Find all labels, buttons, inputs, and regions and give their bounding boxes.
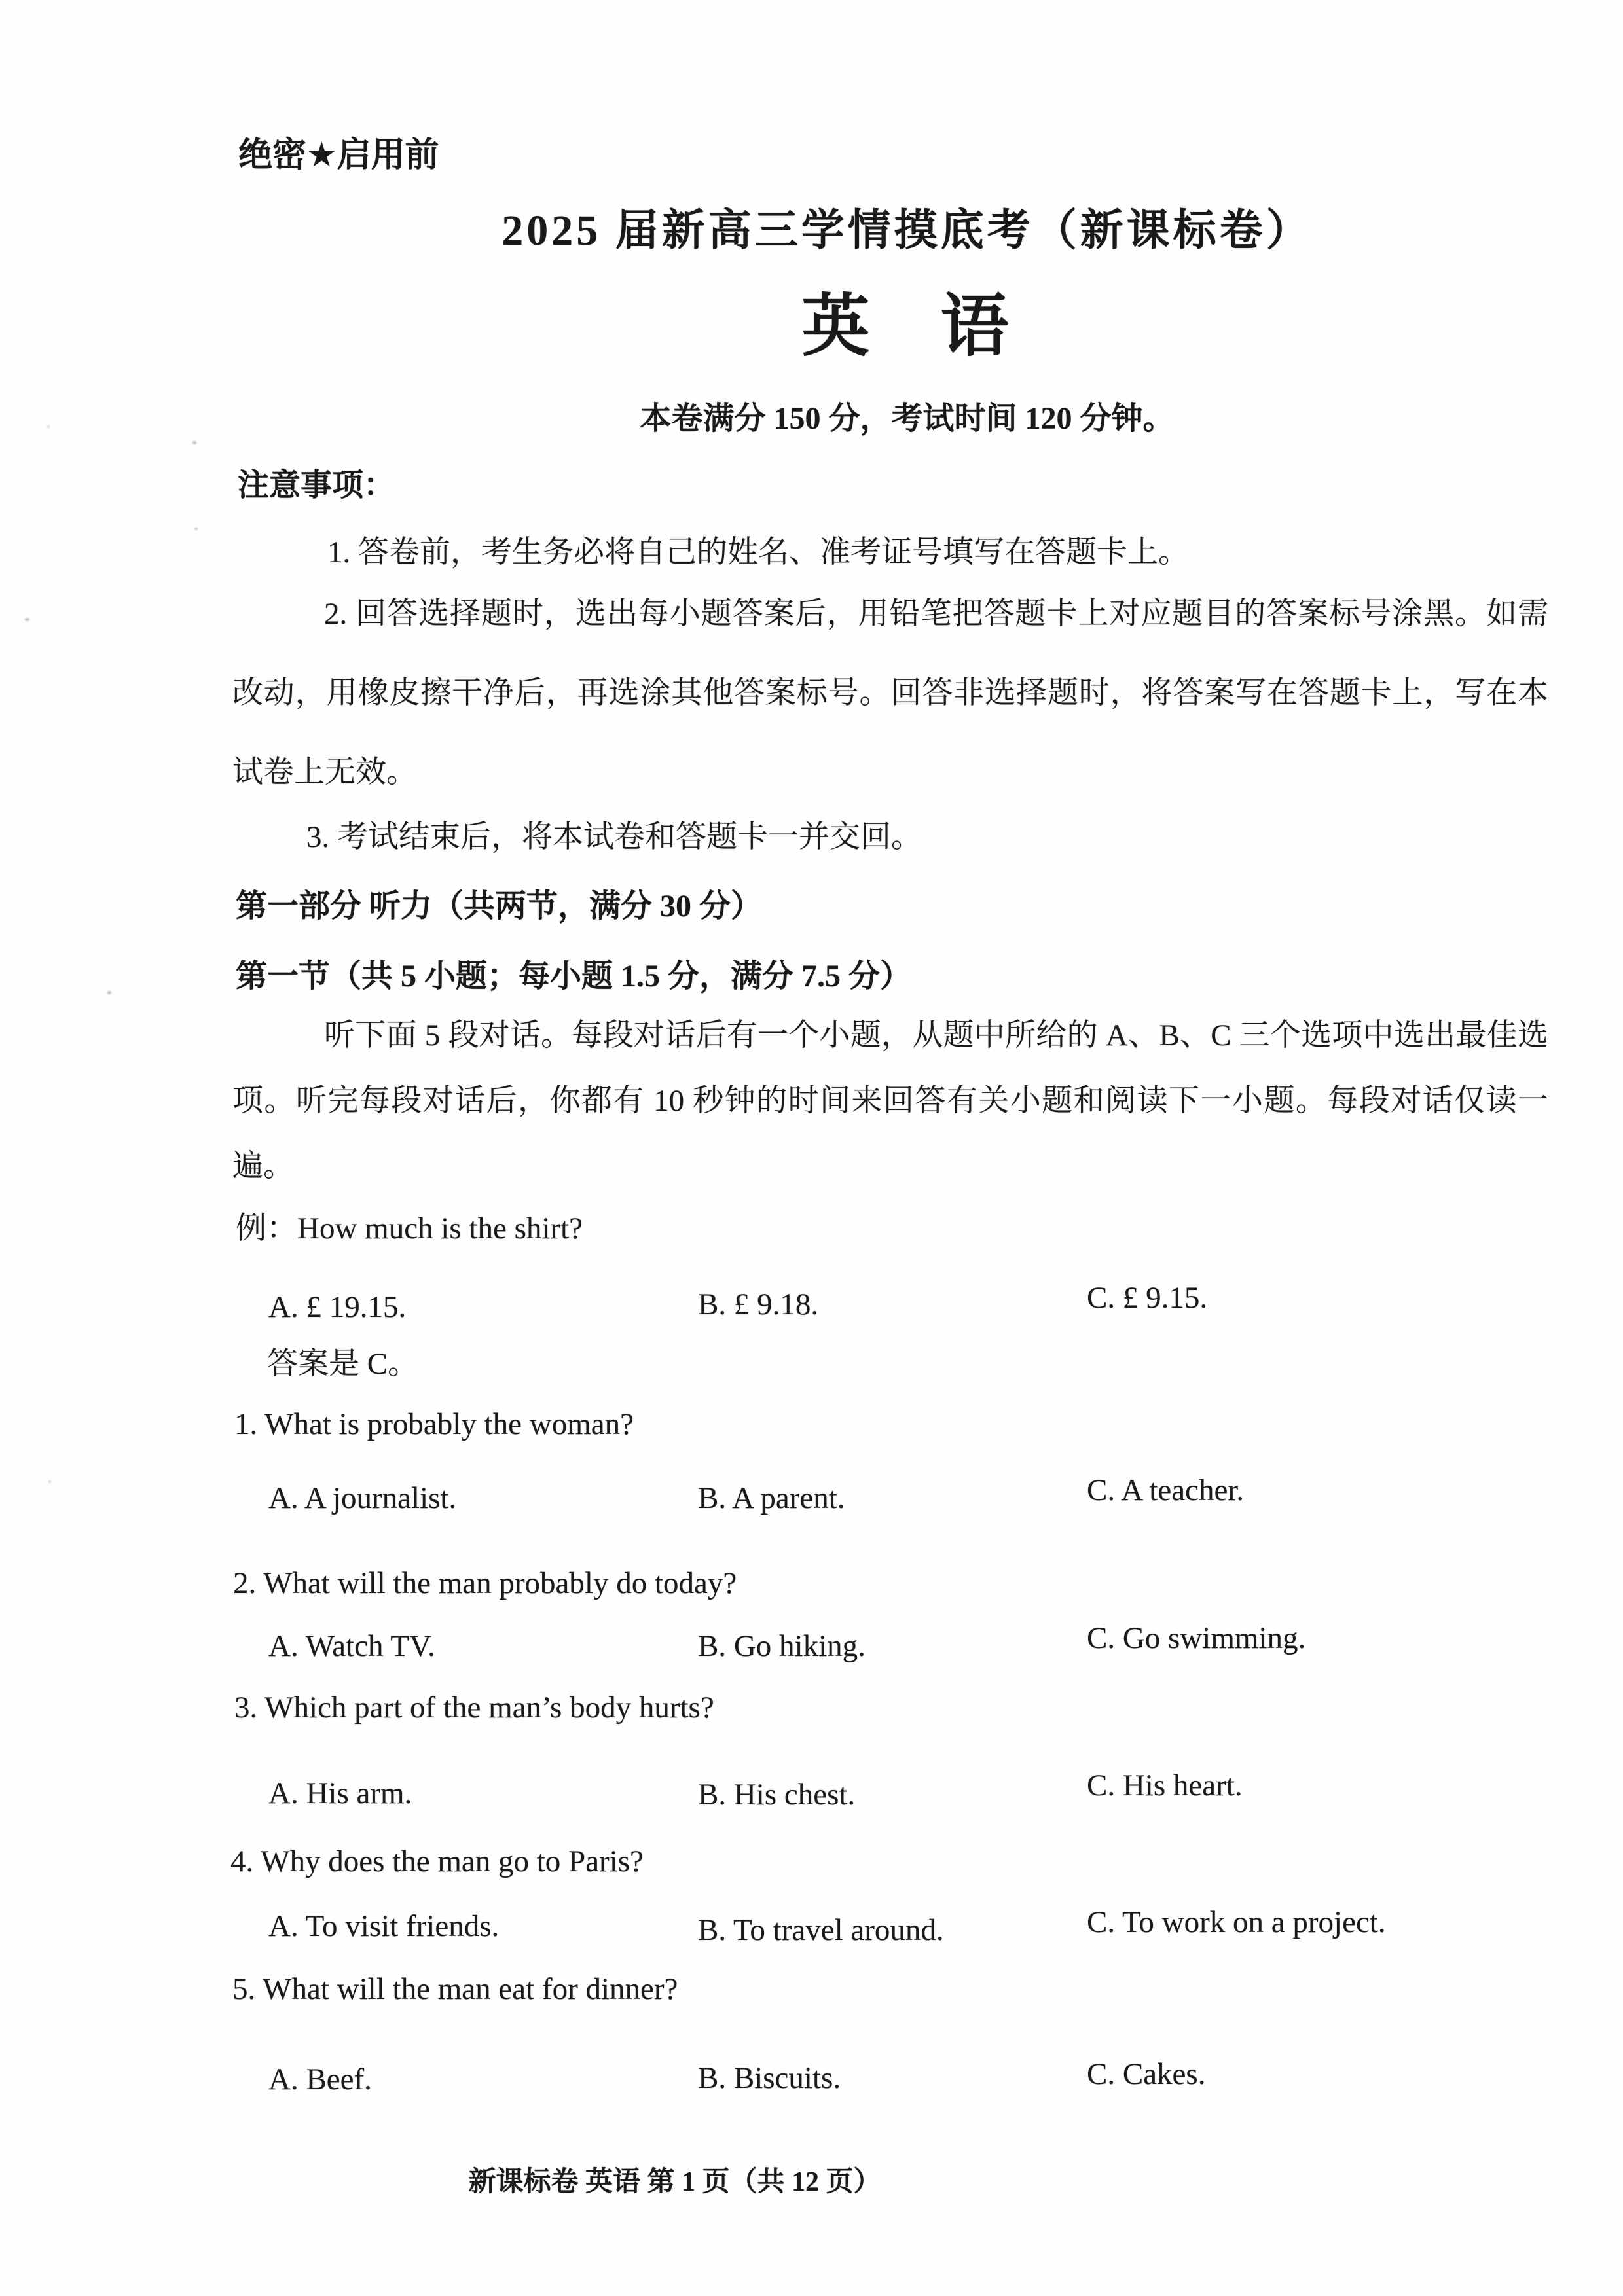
scan-artifact-dot	[47, 425, 50, 428]
scan-artifact-dot	[194, 528, 198, 530]
question-3-option-b: B. His chest.	[698, 1778, 856, 1812]
question-5-option-c: C. Cakes.	[1087, 2057, 1206, 2091]
question-3-options-row	[0, 1770, 1623, 1812]
subject-title: 英 语	[801, 289, 1013, 365]
question-4-options-row	[0, 1903, 1623, 1945]
example-options-row	[0, 1281, 1623, 1326]
example-answer: 答案是 C。	[267, 1347, 419, 1381]
example-option-b: B. £ 9.18.	[698, 1287, 819, 1321]
question-3-option-c: C. His heart.	[1087, 1768, 1243, 1803]
example-option-c: C. £ 9.15.	[1087, 1281, 1208, 1315]
question-1-option-a: A. A journalist.	[268, 1481, 457, 1515]
question-3-option-a: A. His arm.	[268, 1776, 412, 1810]
question-1: 1. What is probably the woman?	[234, 1407, 634, 1441]
notice-item-2: 2. 回答选择题时，选出每小题答案后，用铅笔把答题卡上对应题目的答案标号涂黑。如需改动，用橡皮擦干净后，再选涂其他答案标号。回答非选择题时，将答案写在答题卡上，写在本试卷上无效。	[232, 597, 1548, 789]
listening-instructions: 听下面 5 段对话。每段对话后有一个小题，从题中所给的 A、B、C 三个选项中选出最佳选项。听完每段对话后，你都有 10 秒钟的时间来回答有关小题和阅读下一小题。每段对话仅读一遍。	[232, 1018, 1548, 1183]
question-5: 5. What will the man eat for dinner?	[232, 1972, 678, 2006]
classification-label: 绝密★启用前	[238, 136, 439, 174]
question-4-option-a: A. To visit friends.	[268, 1909, 500, 1943]
scan-artifact-dot	[192, 441, 196, 444]
question-5-options-row	[0, 2056, 1623, 2098]
scan-artifact-dot	[25, 618, 29, 621]
question-2-option-b: B. Go hiking.	[698, 1629, 866, 1663]
notice-item-3: 3. 考试结束后，将本试卷和答题卡一并交回。	[306, 820, 922, 854]
example-option-a: A. £ 19.15.	[268, 1290, 407, 1324]
question-4: 4. Why does the man go to Paris?	[230, 1844, 644, 1878]
scan-artifact-dot	[48, 1480, 51, 1483]
question-1-options-row	[0, 1473, 1623, 1518]
question-2-options-row	[0, 1623, 1623, 1665]
question-2-option-a: A. Watch TV.	[268, 1629, 435, 1663]
scan-artifact-dot	[107, 991, 111, 994]
question-4-option-c: C. To work on a project.	[1087, 1905, 1386, 1939]
question-5-option-a: A. Beef.	[268, 2062, 372, 2096]
section1-heading: 第一节（共 5 小题；每小题 1.5 分，满分 7.5 分）	[236, 959, 912, 994]
question-3: 3. Which part of the man’s body hurts?	[234, 1691, 714, 1725]
question-1-option-b: B. A parent.	[698, 1481, 845, 1515]
question-4-option-b: B. To travel around.	[698, 1913, 944, 1947]
question-5-option-b: B. Biscuits.	[698, 2061, 841, 2095]
example-prompt: 例：How much is the shirt?	[236, 1211, 583, 1246]
exam-title: 2025 届新高三学情摸底考（新课标卷）	[501, 207, 1313, 255]
part1-heading: 第一部分 听力（共两节，满分 30 分）	[236, 889, 763, 924]
notice-heading: 注意事项：	[238, 468, 395, 503]
notice-item-1: 1. 答卷前，考生务必将自己的姓名、准考证号填写在答题卡上。	[327, 535, 1189, 569]
question-1-option-c: C. A teacher.	[1087, 1473, 1245, 1507]
exam-info: 本卷满分 150 分，考试时间 120 分钟。	[640, 401, 1175, 436]
question-2: 2. What will the man probably do today?	[233, 1566, 737, 1600]
page-footer: 新课标卷 英语 第 1 页（共 12 页）	[468, 2167, 881, 2197]
question-2-option-c: C. Go swimming.	[1087, 1621, 1306, 1655]
